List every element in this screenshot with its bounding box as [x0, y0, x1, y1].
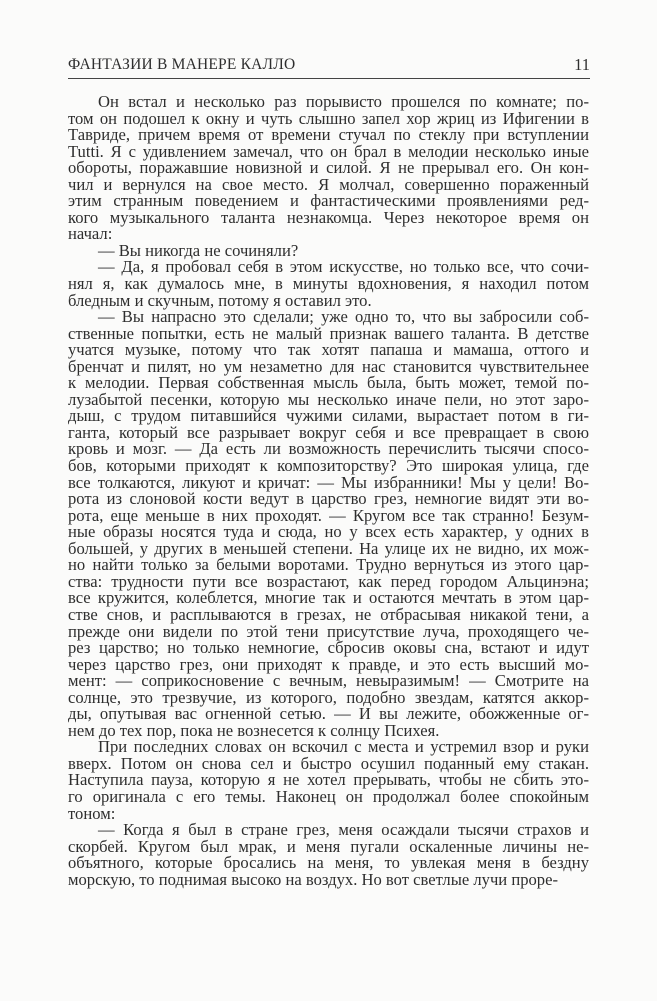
text-line: бледным и скучным, потому я оставил это.	[68, 290, 372, 310]
paragraph	[68, 309, 589, 739]
running-header	[68, 50, 590, 79]
text-line: солнце, это трезвучие, из которого, подобно звездам, катятся аккор-	[68, 687, 589, 707]
page-body-text	[68, 94, 589, 888]
text-line: учатся музыке, потому что так хотят папаша и мамаша, оттого и	[68, 340, 589, 360]
text-line: — Вы никогда не сочиняли?	[98, 240, 299, 260]
text-line: к мелодии. Первая собственная мысль была, быть может, темой по-	[68, 373, 589, 393]
text-line: но найти только за белыми воротами. Трудно вернуться из этого цар-	[68, 555, 589, 575]
text-line: дыш, с трудом питавшийся чужими силами, вырастает потом в ги-	[68, 406, 589, 426]
text-line: бов, которыми приходят к композиторству? Это широкая улица, где	[68, 456, 589, 476]
text-line: тоном:	[68, 803, 116, 823]
text-line: все толкаются, ликуют и кричат: — Мы избранники! Мы у цели! Во-	[68, 472, 589, 492]
text-line: При последних словах он вскочил с места и устремил взор и руки	[98, 737, 589, 757]
text-line: объятного, которые бросались на меня, то увлекая меня в бездну	[68, 853, 589, 873]
text-line: — Вы напрасно это сделали; уже одно то, что вы забросили соб-	[98, 307, 589, 327]
text-line: рота, еще меньше в них проходят. — Кругом все так странно! Безум-	[68, 505, 589, 525]
text-line: ства: трудности пути все возрастают, как перед городом Альцинэна;	[68, 571, 589, 591]
paragraph	[68, 94, 589, 243]
text-line: Тавриде, причем время от времени стучал по стеклу при вступлении	[68, 125, 589, 145]
text-line: Он встал и несколько раз порывисто прошелся по комнате; по-	[98, 92, 589, 111]
text-line: морскую, то поднимая высоко на воздух. Но вот светлые лучи проре-	[68, 869, 558, 889]
text-line: том он подошел к окну и чуть слышно запел хор жриц из Ифигении в	[68, 108, 589, 128]
paragraph	[68, 822, 589, 888]
text-line: ганта, который все разрывает вокруг себя и все превращает в свою	[68, 422, 589, 442]
text-line: го оригинала с его темы. Наконец он продолжал более спокойным	[68, 786, 589, 806]
text-line: большей, у других в меньшей степени. На улице их не видно, их мож-	[68, 538, 589, 558]
text-line: через царство грез, они приходят к правде, и это есть высший мо-	[68, 654, 589, 674]
text-line: — Да, я пробовал себя в этом искусстве, но только все, что сочи-	[98, 257, 589, 277]
text-line: начал:	[68, 224, 113, 244]
text-line: обороты, поражавшие новизной и силой. Я не прерывал его. Он кон-	[68, 158, 589, 178]
text-line: нем до тех пор, пока не вознесется к солнцу Психея.	[68, 720, 440, 740]
text-line: мент: — соприкосновение с вечным, невыразимым! — Смотрите на	[68, 671, 589, 691]
text-line: ные образы носятся туда и сюда, но у всех есть характер, у одних в	[68, 522, 589, 542]
text-line: Наступила пауза, которую я не хотел прерывать, чтобы не сбить это-	[68, 770, 589, 790]
text-line: вверх. Потом он снова сел и быстро осушил поданный ему стакан.	[68, 753, 589, 773]
text-line: кровь и мозг. — Да есть ли возможность перечислить тысячи спосо-	[68, 439, 589, 459]
text-line: все кружится, колеблется, многие так и остаются мечтать в этом цар-	[68, 588, 589, 608]
text-line: кого музыкального таланта незнакомца. Через некоторое время он	[68, 207, 589, 227]
text-line: нял я, как думалось мне, в минуты вдохновения, я находил потом	[68, 274, 589, 294]
text-line: рота из слоновой кости ведут в царство грез, немногие видят эти во-	[68, 489, 589, 509]
text-line: прежде они видели по этой тени присутствие луча, проходящего че-	[68, 621, 589, 641]
text-line: бренчат и пилят, но ум незаметно для нас становится чувствительнее	[68, 356, 589, 376]
text-line: рез царство; но только немногие, сбросив оковы сна, встают и идут	[68, 638, 589, 658]
text-line: Tutti. Я с удивлением замечал, что он брал в мелодии несколько иные	[68, 141, 589, 161]
text-line: стве снов, и расплываются в грезах, не отбрасывая никакой тени, а	[68, 604, 589, 624]
paragraph	[68, 739, 589, 822]
running-header-title: ФАНТАЗИИ В МАНЕРЕ КАЛЛО	[68, 56, 296, 73]
text-line: ды, опутывая вас огненной сетью. — И вы лежите, обожженные ог-	[68, 704, 589, 724]
text-line: — Когда я был в стране грез, меня осаждали тысячи страхов и	[98, 820, 589, 840]
paragraph	[68, 259, 589, 309]
text-line: этим странным поведением и фантастическими проявлениями ред-	[68, 191, 589, 211]
page-number: 11	[574, 55, 590, 74]
text-line: лузабытой песенки, которую мы несколько иначе пели, но этот заро-	[68, 389, 589, 409]
text-line: скорбей. Кругом был мрак, и меня пугали оскаленные личины не-	[68, 836, 589, 856]
text-line: чил и вернулся на свое место. Я молчал, совершенно пораженный	[68, 174, 589, 194]
text-line: ственные попытки, есть не малый признак вашего таланта. В детстве	[68, 323, 589, 343]
